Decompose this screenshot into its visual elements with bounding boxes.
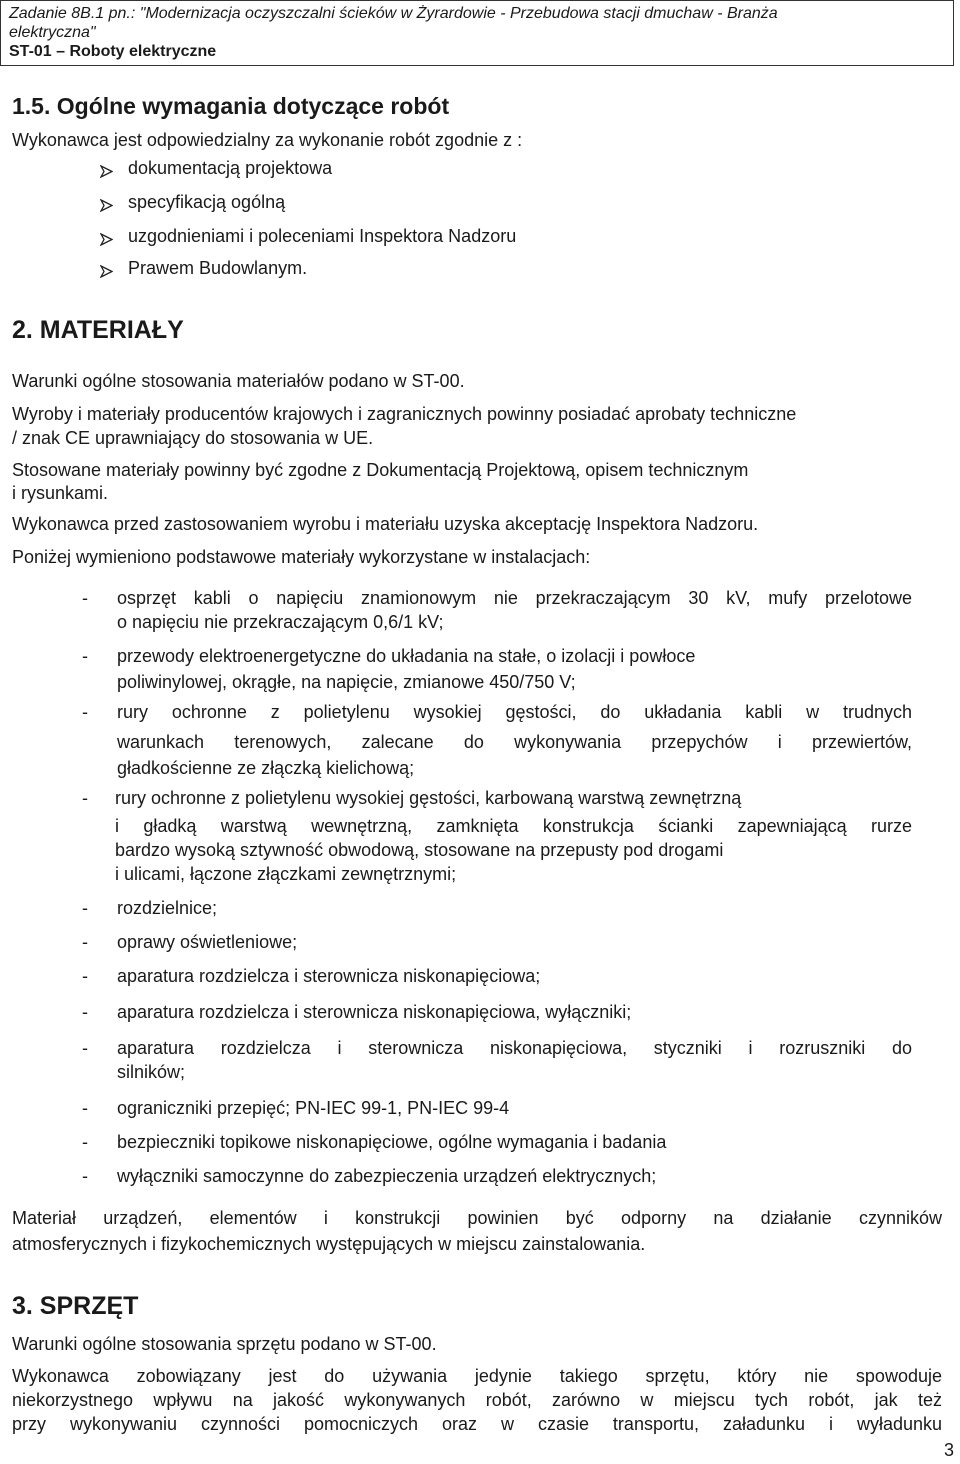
paragraph: Wykonawca zobowiązany jest do używania jedynie takiego sprzętu, który nie spowoduje bbox=[12, 1366, 942, 1386]
paragraph: przy wykonywaniu czynności pomocniczych oraz w czasie transportu, załadunku i wyładunku bbox=[12, 1414, 942, 1434]
arrowhead-bullet-icon bbox=[100, 263, 113, 283]
arrowhead-bullet-icon bbox=[100, 197, 113, 217]
list-item-line: o napięciu nie przekraczającym 0,6/1 kV; bbox=[117, 612, 444, 632]
paragraph: Warunki ogólne stosowania materiałów podano w ST-00. bbox=[12, 371, 465, 391]
list-dash: - bbox=[82, 1166, 88, 1186]
header-title: Zadanie 8B.1 pn.: "Modernizacja oczyszczalni ścieków w Żyrardowie - Przebudowa stacji dmuchaw - Branża bbox=[9, 5, 778, 22]
paragraph: Stosowane materiały powinny być zgodne z Dokumentacją Projektową, opisem technicznym bbox=[12, 460, 749, 480]
list-item-line: wyłączniki samoczynne do zabezpieczenia urządzeń elektrycznych; bbox=[117, 1166, 657, 1186]
list-item-line: bardzo wysoką sztywność obwodową, stosowane na przepusty pod drogami bbox=[115, 840, 724, 860]
paragraph: Warunki ogólne stosowania sprzętu podano w ST-00. bbox=[12, 1334, 437, 1354]
list-dash: - bbox=[82, 1132, 88, 1152]
list-item: dokumentacją projektowa bbox=[128, 158, 333, 178]
header-spec-code: ST-01 – Roboty elektryczne bbox=[9, 43, 217, 60]
list-dash: - bbox=[82, 1098, 88, 1118]
list-item-line: aparatura rozdzielcza i sterownicza niskonapięciowa, styczniki i rozruszniki do bbox=[117, 1038, 912, 1058]
list-item-line: silników; bbox=[117, 1062, 186, 1082]
section-2-heading: 2. MATERIAŁY bbox=[12, 316, 184, 344]
list-dash: - bbox=[82, 966, 88, 986]
section-1-5-intro: Wykonawca jest odpowiedzialny za wykonanie robót zgodnie z : bbox=[12, 130, 523, 150]
list-dash: - bbox=[82, 1038, 88, 1058]
header-title-cont: elektryczna" bbox=[9, 24, 96, 41]
list-dash: - bbox=[82, 932, 88, 952]
list-item-line: rury ochronne z polietylenu wysokiej gęstości, karbowaną warstwą zewnętrzną bbox=[115, 788, 742, 808]
paragraph: niekorzystnego wpływu na jakość wykonywanych robót, zarówno w miejscu tych robót, jak też bbox=[12, 1390, 942, 1410]
list-item-line: warunkach terenowych, zalecane do wykonywania przepychów i przewiertów, bbox=[117, 732, 912, 752]
list-item-line: i gładką warstwą wewnętrzną, zamknięta konstrukcja ścianki zapewniającą rurze bbox=[115, 816, 912, 836]
section-3-heading: 3. SPRZĘT bbox=[12, 1292, 139, 1320]
list-item-line: rury ochronne z polietylenu wysokiej gęstości, do układania kabli w trudnych bbox=[117, 702, 912, 722]
paragraph: i rysunkami. bbox=[12, 483, 109, 503]
list-item-line: ograniczniki przepięć; PN-IEC 99-1, PN-IEC 99-4 bbox=[117, 1098, 510, 1118]
list-dash: - bbox=[82, 898, 88, 918]
list-item-line: aparatura rozdzielcza i sterownicza niskonapięciowa; bbox=[117, 966, 541, 986]
list-item-line: bezpieczniki topikowe niskonapięciowe, ogólne wymagania i badania bbox=[117, 1132, 667, 1152]
list-dash: - bbox=[82, 788, 88, 808]
paragraph: atmosferycznych i fizykochemicznych występujących w miejscu zainstalowania. bbox=[12, 1234, 646, 1254]
paragraph: Wykonawca przed zastosowaniem wyrobu i materiału uzyska akceptację Inspektora Nadzoru. bbox=[12, 514, 759, 534]
list-item-line: aparatura rozdzielcza i sterownicza niskonapięciowa, wyłączniki; bbox=[117, 1002, 632, 1022]
list-dash: - bbox=[82, 588, 88, 608]
arrowhead-bullet-icon bbox=[100, 163, 113, 183]
list-item-line: i ulicami, łączone złączkami zewnętrznymi; bbox=[115, 864, 457, 884]
paragraph: Wyroby i materiały producentów krajowych i zagranicznych powinny posiadać aprobaty techniczne bbox=[12, 404, 797, 424]
list-item-line: przewody elektroenergetyczne do układania na stałe, o izolacji i powłoce bbox=[117, 646, 696, 666]
list-item: Prawem Budowlanym. bbox=[128, 258, 308, 278]
list-dash: - bbox=[82, 1002, 88, 1022]
list-dash: - bbox=[82, 646, 88, 666]
arrowhead-bullet-icon bbox=[100, 231, 113, 251]
page-header bbox=[0, 0, 954, 66]
list-item-line: poliwinylowej, okrągłe, na napięcie, zmianowe 450/750 V; bbox=[117, 672, 576, 692]
list-dash: - bbox=[82, 702, 88, 722]
list-item: uzgodnieniami i poleceniami Inspektora Nadzoru bbox=[128, 226, 517, 246]
list-item-line: oprawy oświetleniowe; bbox=[117, 932, 298, 952]
list-item: specyfikacją ogólną bbox=[128, 192, 286, 212]
list-item-line: rozdzielnice; bbox=[117, 898, 218, 918]
page-number: 3 bbox=[944, 1440, 955, 1460]
list-item-line: osprzęt kabli o napięciu znamionowym nie przekraczającym 30 kV, mufy przelotowe bbox=[117, 588, 912, 608]
section-1-5-heading: 1.5. Ogólne wymagania dotyczące robót bbox=[12, 93, 450, 119]
paragraph: Poniżej wymieniono podstawowe materiały wykorzystane w instalacjach: bbox=[12, 547, 591, 567]
paragraph: Materiał urządzeń, elementów i konstrukcji powinien być odporny na działanie czynników bbox=[12, 1208, 942, 1228]
paragraph: / znak CE uprawniający do stosowania w UE. bbox=[12, 428, 374, 448]
list-item-line: gładkościenne ze złączką kielichową; bbox=[117, 758, 415, 778]
